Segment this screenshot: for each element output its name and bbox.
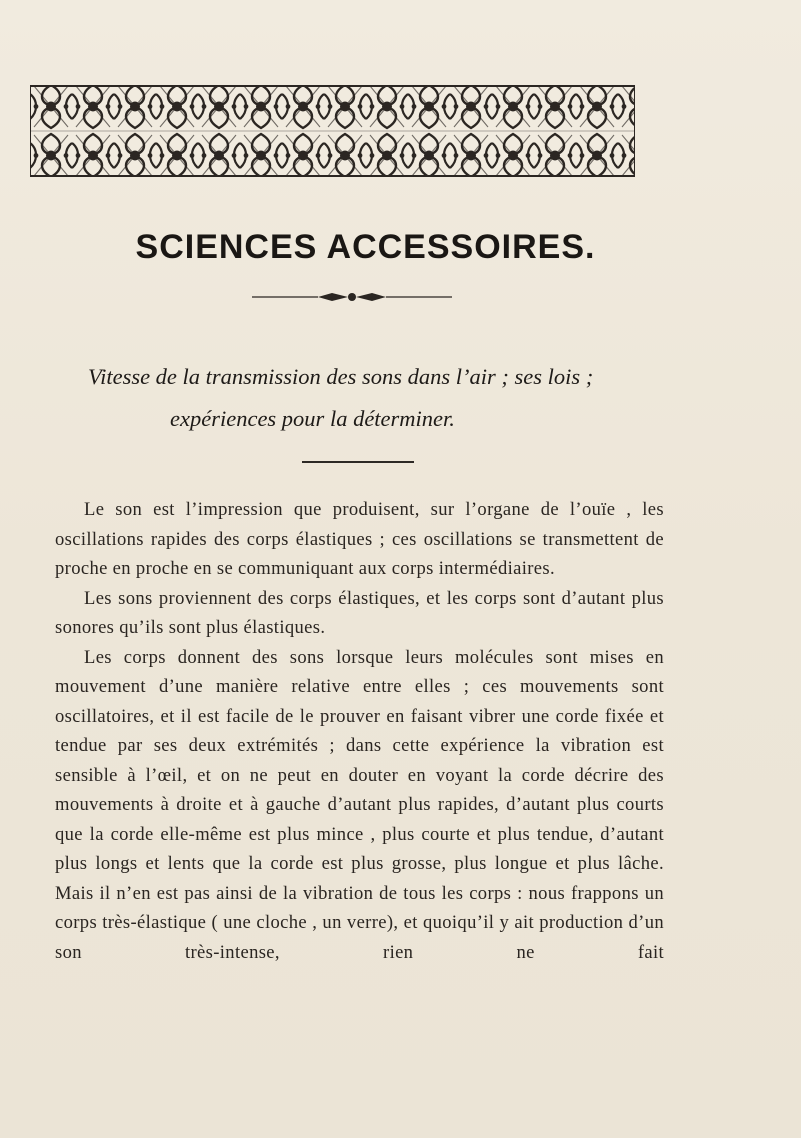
article-body — [55, 495, 664, 967]
article-title-line-1: Vitesse de la transmission des sons dans l’air ; ses lois ; — [88, 364, 594, 389]
ornamental-rule-icon — [252, 292, 452, 302]
separator-rule — [302, 461, 414, 463]
paragraph: Le son est l’impression que produisent, sur l’organe de l’ouïe , les oscillations rapides des corps élastiques ; ces oscillations se transmettent de proche en proche en se communiquant aux corps intermédiaires. — [55, 499, 664, 579]
paragraph: Les sons proviennent des corps élastiques, et les corps sont d’autant plus sonores qu’ils sont plus élastiques. — [55, 587, 664, 638]
article-title-line-2: expériences pour la déterminer. — [170, 406, 455, 431]
article-title — [60, 356, 680, 440]
section-title: SCIENCES ACCESSOIRES. — [135, 228, 596, 266]
ornamental-headband-icon — [30, 82, 635, 180]
paragraph: Les corps donnent des sons lorsque leurs molécules sont mises en mouvement d’une manière relative entre elles ; ces mouvements sont oscillatoires, et il est facile de le prouver en faisant vibrer une corde fixée et tendue par ses deux extrémités ; dans cette expérience la vibration est sensible à l’œil, et on ne peut en douter en voyant la corde décrire des mouvements à droite et à gauche d’autant plus rapides, d’autant plus courts que la corde elle-même est plus mince , plus courte et plus tendue, d’autant plus longs et lents que la corde est plus grosse, plus longue et plus lâche. Mais il n’en est pas ainsi de la vibration de tous les corps : nous frappons un corps très-élastique ( une cloche , un verre), et quoiqu’il y ait production d’un son très-intense, rien ne fait — [55, 646, 664, 963]
